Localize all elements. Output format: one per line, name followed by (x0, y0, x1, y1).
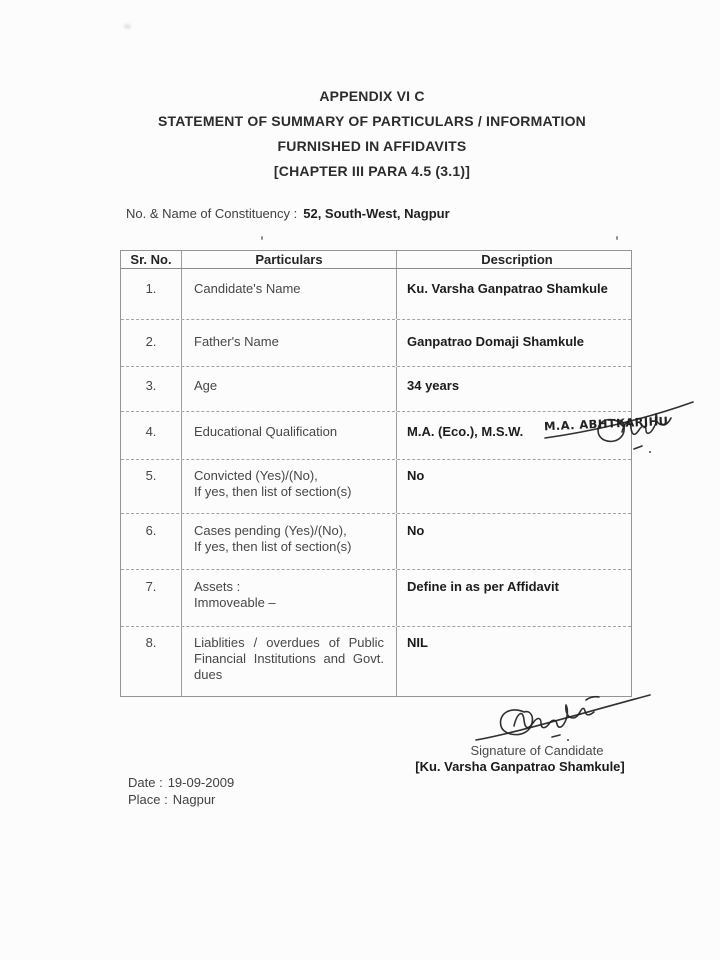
particulars-line2: If yes, then list of section(s) (194, 484, 352, 499)
particulars-cell: Age (181, 367, 396, 411)
place-line (128, 791, 234, 808)
heading-statement: STATEMENT OF SUMMARY OF PARTICULARS / INFORMATION (158, 113, 586, 129)
sr-no-cell: 6. (145, 523, 157, 538)
table-row-assets (121, 569, 631, 626)
description-cell: No (396, 514, 631, 569)
particulars-cell (181, 460, 396, 513)
sr-no-cell: 1. (145, 281, 157, 296)
description-cell: Ganpatrao Domaji Shamkule (396, 320, 631, 366)
particulars-cell: Father's Name (181, 320, 396, 366)
column-header-sr-no: Sr. No. (130, 252, 172, 267)
particulars-cell (181, 514, 396, 569)
candidate-signature-scribble (468, 690, 658, 748)
signature-block (400, 743, 640, 774)
table-header-row (121, 251, 631, 269)
sr-no-cell: 5. (145, 468, 157, 483)
sr-no-cell: 3. (145, 378, 157, 393)
signature-caption: Signature of Candidate (470, 743, 604, 758)
constituency-value: 52, South-West, Nagpur (303, 206, 450, 221)
description-cell: Define in as per Affidavit (396, 570, 631, 626)
description-cell: NIL (396, 627, 631, 696)
sr-no-cell: 8. (145, 635, 157, 650)
sr-no-cell: 2. (145, 334, 157, 349)
particulars-line1: Assets : (194, 579, 241, 594)
sr-no-cell: 4. (145, 424, 157, 439)
particulars-cell (181, 570, 396, 626)
date-value: 19-09-2009 (167, 775, 235, 790)
particulars-line2: Immoveable – (194, 595, 276, 610)
description-cell: No (396, 460, 631, 513)
sr-no-cell: 7. (145, 579, 157, 594)
table-row-father-name (121, 319, 631, 366)
document-heading (24, 84, 720, 184)
signature-candidate-name: [Ku. Varsha Ganpatrao Shamkule] (415, 759, 625, 774)
description-cell: M.A. (Eco.), M.S.W. (396, 412, 631, 459)
particulars-cell: Candidate's Name (181, 269, 396, 319)
constituency-label: No. & Name of Constituency : (126, 206, 298, 221)
particulars-line2: If yes, then list of section(s) (194, 539, 352, 554)
date-line (128, 774, 234, 791)
particulars-line1: Cases pending (Yes)/(No), (194, 523, 347, 538)
particulars-line1: Convicted (Yes)/(No), (194, 468, 318, 483)
column-header-description: Description (396, 251, 631, 268)
scan-artifact-dot (616, 236, 618, 240)
particulars-cell (181, 627, 396, 696)
particulars-table (120, 250, 632, 697)
scan-artifact-dot (261, 236, 263, 240)
scan-artifact-smudge (124, 24, 131, 29)
table-row-convicted (121, 459, 631, 513)
handwritten-qualification-note: M.A. ABHTKARJHU (543, 413, 669, 434)
heading-appendix: APPENDIX VI C (319, 88, 425, 104)
constituency-line (126, 206, 450, 221)
row4-signature-scribble (538, 392, 698, 456)
particulars-cell: Educational Qualification (181, 412, 396, 459)
particulars-text: Liablities / overdues of Public Financial Institutions and Govt. dues (194, 635, 384, 682)
date-label: Date : (128, 775, 163, 790)
column-header-particulars: Particulars (181, 251, 396, 268)
heading-furnished: FURNISHED IN AFFIDAVITS (277, 138, 467, 154)
description-cell: 34 years (396, 367, 631, 411)
table-row-cases-pending (121, 513, 631, 569)
place-label: Place : (128, 792, 168, 807)
table-row-candidate-name (121, 269, 631, 319)
heading-chapter: [CHAPTER III PARA 4.5 (3.1)] (273, 163, 471, 179)
description-cell: Ku. Varsha Ganpatrao Shamkule (396, 269, 631, 319)
place-value: Nagpur (172, 792, 216, 807)
footer-date-place (128, 770, 234, 808)
table-row-liabilities (121, 626, 631, 696)
